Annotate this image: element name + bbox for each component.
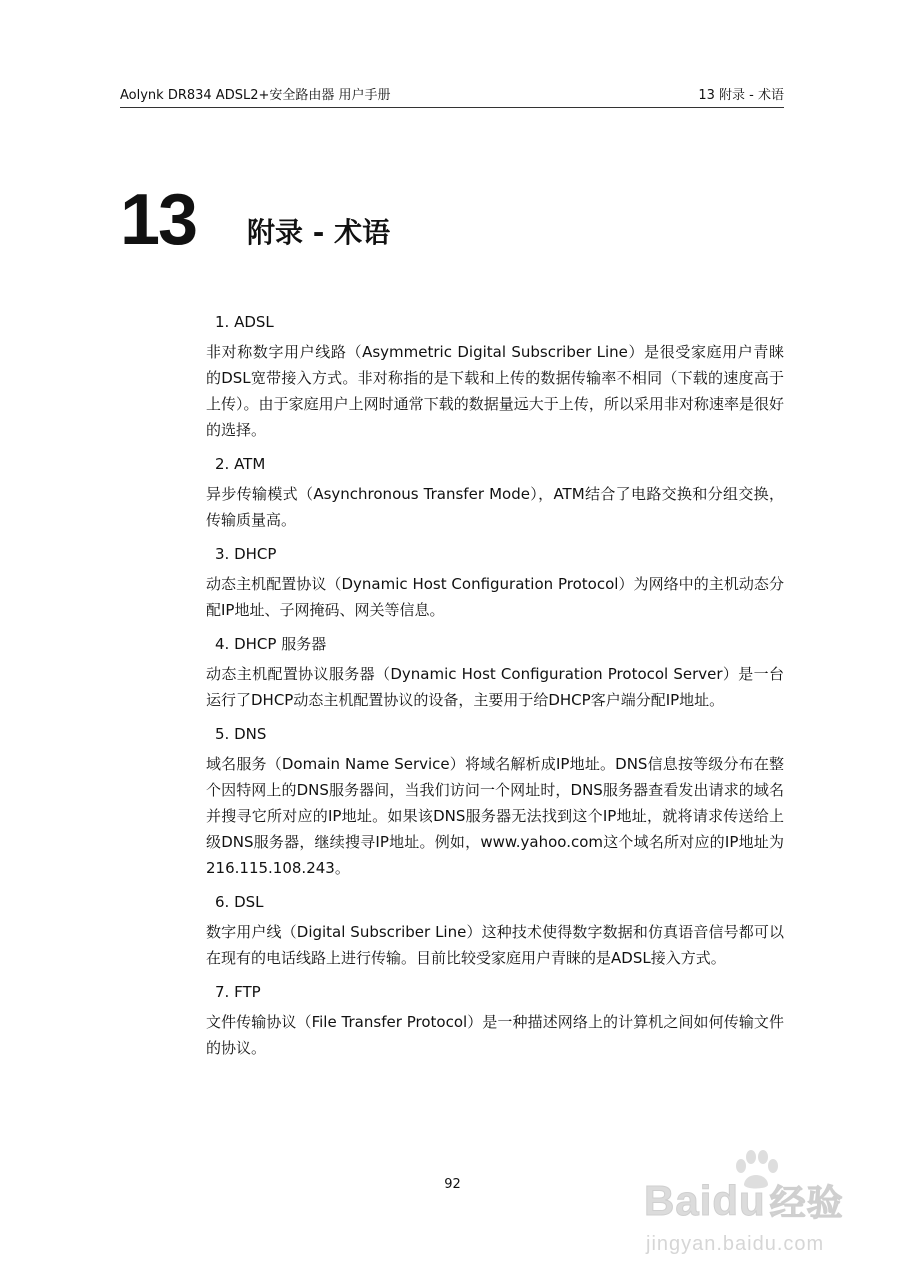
watermark-url: jingyan.baidu.com — [646, 1233, 825, 1255]
page-number: 92 — [444, 1177, 461, 1192]
baidu-jingyan-watermark — [640, 1150, 880, 1265]
watermark-brand-latin: Baidu — [644, 1177, 766, 1224]
glossary-item-dhcp-server — [206, 627, 784, 713]
running-header — [120, 87, 784, 105]
term-definition: 动态主机配置协议服务器（Dynamic Host Configuration Protocol Server）是一台运行了DHCP动态主机配置协议的设备，主要用于给DHCP客户端分配IP地址。 — [206, 665, 784, 709]
watermark-brand — [644, 1176, 844, 1229]
term-heading: 6. DSL — [215, 893, 264, 911]
term-heading: 2. ATM — [215, 455, 266, 473]
term-definition: 动态主机配置协议（Dynamic Host Configuration Protocol）为网络中的主机动态分配IP地址、子网掩码、网关等信息。 — [206, 575, 784, 619]
term-definition: 文件传输协议（File Transfer Protocol）是一种描述网络上的计算机之间如何传输文件的协议。 — [206, 1013, 784, 1057]
glossary-item-dns — [206, 717, 784, 881]
glossary-item-dsl — [206, 885, 784, 971]
term-definition: 域名服务（Domain Name Service）将域名解析成IP地址。DNS信息按等级分布在整个因特网上的DNS服务器间，当我们访问一个网址时，DNS服务器查看发出请求的域名并搜寻它所对应的IP地址。如果该DNS服务器无法找到这个IP地址，就将请求传送给上级DNS服务器，继续搜寻IP地址。例如，www.yahoo.com这个域名所对应的IP地址为216.115.108.243。 — [206, 755, 784, 877]
term-heading: 1. ADSL — [215, 313, 274, 331]
term-heading: 7. FTP — [215, 983, 261, 1001]
glossary-list — [206, 305, 784, 1065]
chapter-number: 13 — [120, 180, 197, 260]
header-chapter-label: 13 附录 - 术语 — [698, 88, 784, 103]
header-divider — [120, 107, 784, 108]
glossary-item-dhcp — [206, 537, 784, 623]
glossary-item-ftp — [206, 975, 784, 1061]
chapter-title: 附录 - 术语 — [247, 216, 391, 249]
watermark-brand-cn: 经验 — [769, 1183, 844, 1224]
glossary-item-atm — [206, 447, 784, 533]
term-heading: 3. DHCP — [215, 545, 277, 563]
term-definition: 数字用户线（Digital Subscriber Line）这种技术使得数字数据和仿真语音信号都可以在现有的电话线路上进行传输。目前比较受家庭用户青睐的是ADSL接入方式。 — [206, 923, 784, 967]
term-heading: 5. DNS — [215, 725, 267, 743]
term-definition: 异步传输模式（Asynchronous Transfer Mode），ATM结合了电路交换和分组交换，传输质量高。 — [206, 485, 784, 529]
term-heading: 4. DHCP 服务器 — [215, 635, 327, 653]
header-manual-title: Aolynk DR834 ADSL2+安全路由器 用户手册 — [120, 88, 391, 103]
glossary-item-adsl — [206, 305, 784, 443]
term-definition: 非对称数字用户线路（Asymmetric Digital Subscriber Line）是很受家庭用户青睐的DSL宽带接入方式。非对称指的是下载和上传的数据传输率不相同（下载的速度高于上传）。由于家庭用户上网时通常下载的数据量远大于上传，所以采用非对称速率是很好的选择。 — [206, 343, 784, 439]
